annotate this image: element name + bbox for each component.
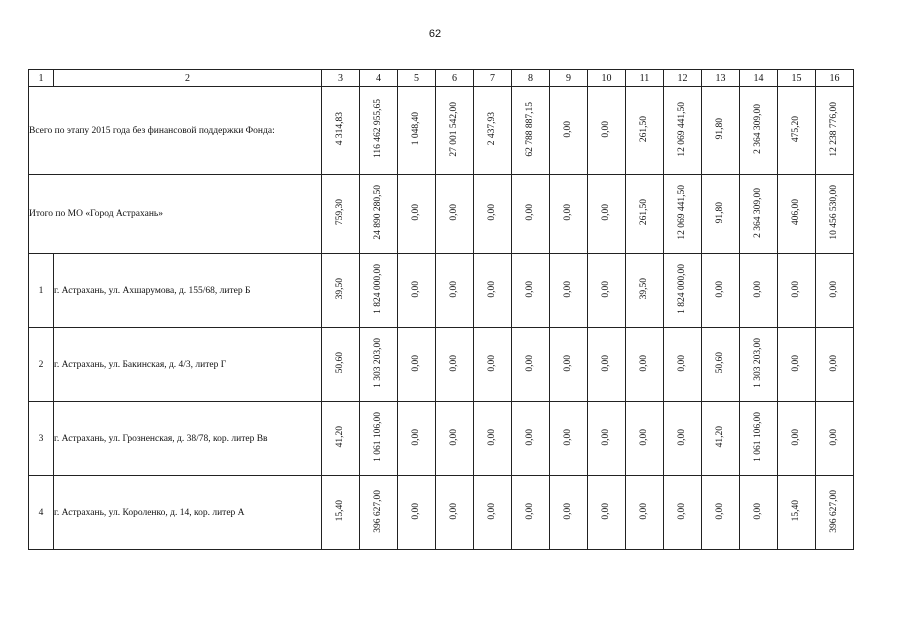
cell-value: 0,00: [600, 354, 611, 372]
column-header: 5: [398, 70, 436, 87]
cell-value: 41,20: [334, 426, 345, 448]
column-header: 3: [322, 70, 360, 87]
column-header: 8: [512, 70, 550, 87]
row-address: г. Астрахань, ул. Грозненская, д. 38/78, кор. литер Вв: [54, 402, 322, 476]
cell-value: 27 001 542,00: [448, 101, 459, 157]
cell-value: 0,00: [524, 428, 535, 446]
row-number: 2: [29, 328, 54, 402]
page-number: 62: [428, 28, 442, 40]
column-number-row: [29, 70, 854, 87]
cell-value: 0,00: [638, 428, 649, 446]
row-number: 4: [29, 476, 54, 550]
cell-value: 0,00: [562, 502, 573, 520]
cell-value: 2 364 309,00: [752, 187, 763, 238]
cell-value: 0,00: [752, 502, 763, 520]
cell-value: 0,00: [600, 280, 611, 298]
cell-value: 261,50: [638, 199, 649, 226]
cell-value: 0,00: [410, 354, 421, 372]
cell-value: 0,00: [600, 120, 611, 138]
row-label: Всего по этапу 2015 года без финансовой поддержки Фонда:: [29, 87, 322, 175]
column-header: 14: [740, 70, 778, 87]
column-header: 9: [550, 70, 588, 87]
cell-value: 0,00: [486, 428, 497, 446]
cell-value: 0,00: [828, 280, 839, 298]
cell-value: 0,00: [752, 280, 763, 298]
cell-value: 1 303 203,00: [752, 338, 763, 388]
column-header: 13: [702, 70, 740, 87]
cell-value: 0,00: [562, 120, 573, 138]
column-header: 2: [54, 70, 322, 87]
cell-value: 0,00: [410, 502, 421, 520]
column-header: 11: [626, 70, 664, 87]
cell-value: 0,00: [676, 502, 687, 520]
summary-row-municipality: [29, 175, 854, 254]
cell-value: 0,00: [448, 204, 459, 221]
column-header: 16: [816, 70, 854, 87]
cell-value: 0,00: [562, 428, 573, 446]
cell-value: 0,00: [486, 280, 497, 298]
cell-value: 1 061 106,00: [372, 412, 383, 462]
cell-value: 0,00: [524, 280, 535, 298]
cell-value: 0,00: [486, 204, 497, 221]
cell-value: 24 890 280,50: [372, 185, 383, 240]
cell-value: 0,00: [714, 502, 725, 520]
cell-value: 261,50: [638, 115, 649, 143]
cell-value: 0,00: [524, 204, 535, 221]
cell-value: 12 238 776,00: [828, 101, 839, 157]
cell-value: 1 824 000,00: [676, 264, 687, 314]
cell-value: 0,00: [828, 428, 839, 446]
column-header: 4: [360, 70, 398, 87]
column-header: 10: [588, 70, 626, 87]
column-header: 7: [474, 70, 512, 87]
cell-value: 0,00: [524, 354, 535, 372]
cell-value: 39,50: [638, 278, 649, 300]
cell-value: 41,20: [714, 426, 725, 448]
cell-value: 0,00: [486, 502, 497, 520]
cell-value: 1 303 203,00: [372, 338, 383, 388]
cell-value: 50,60: [714, 352, 725, 374]
cell-value: 396 627,00: [828, 489, 839, 533]
cell-value: 0,00: [448, 280, 459, 298]
cell-value: 0,00: [562, 280, 573, 298]
row-address: г. Астрахань, ул. Короленко, д. 14, кор. литер А: [54, 476, 322, 550]
table-row: [29, 254, 854, 328]
row-address: г. Астрахань, ул. Ахшарумова, д. 155/68, литер Б: [54, 254, 322, 328]
cell-value: 1 048,40: [410, 112, 421, 146]
cell-value: 91,80: [714, 118, 725, 140]
cell-value: 0,00: [562, 204, 573, 221]
table-row: [29, 402, 854, 476]
summary-row-total-stage: [29, 87, 854, 175]
row-label: Итого по МО «Город Астрахань»: [29, 175, 322, 254]
table-row: [29, 476, 854, 550]
column-header: 6: [436, 70, 474, 87]
column-header: 12: [664, 70, 702, 87]
cell-value: 0,00: [790, 354, 801, 372]
cell-value: 50,60: [334, 352, 345, 374]
cell-value: 0,00: [600, 502, 611, 520]
cell-value: 0,00: [448, 354, 459, 372]
cell-value: 1 061 106,00: [752, 412, 763, 462]
cell-value: 0,00: [600, 204, 611, 221]
cell-value: 0,00: [410, 280, 421, 298]
cell-value: 475,20: [790, 115, 801, 143]
cell-value: 91,80: [714, 201, 725, 224]
cell-value: 0,00: [790, 428, 801, 446]
cell-value: 0,00: [486, 354, 497, 372]
cell-value: 0,00: [676, 354, 687, 372]
cell-value: 62 788 887,15: [524, 101, 535, 157]
cell-value: 12 069 441,50: [676, 101, 687, 157]
cell-value: 0,00: [638, 354, 649, 372]
cell-value: 0,00: [638, 502, 649, 520]
cell-value: 39,50: [334, 278, 345, 300]
cell-value: 0,00: [562, 354, 573, 372]
cell-value: 116 462 955,65: [372, 99, 383, 159]
cell-value: 0,00: [410, 428, 421, 446]
cell-value: 15,40: [790, 500, 801, 522]
row-address: г. Астрахань, ул. Бакинская, д. 4/3, литер Г: [54, 328, 322, 402]
column-header: 15: [778, 70, 816, 87]
cell-value: 0,00: [410, 204, 421, 221]
cell-value: 759,30: [334, 199, 345, 226]
cell-value: 10 456 530,00: [828, 185, 839, 240]
row-number: 1: [29, 254, 54, 328]
data-table: [28, 69, 854, 550]
cell-value: 1 824 000,00: [372, 264, 383, 314]
column-header: 1: [29, 70, 54, 87]
cell-value: 12 069 441,50: [676, 185, 687, 240]
cell-value: 0,00: [676, 428, 687, 446]
cell-value: 0,00: [600, 428, 611, 446]
table-row: [29, 328, 854, 402]
cell-value: 2 437,93: [486, 112, 497, 146]
cell-value: 2 364 309,00: [752, 104, 763, 154]
cell-value: 0,00: [448, 502, 459, 520]
cell-value: 406,00: [790, 199, 801, 226]
cell-value: 0,00: [524, 502, 535, 520]
cell-value: 4 314,83: [334, 112, 345, 146]
cell-value: 0,00: [714, 280, 725, 298]
cell-value: 396 627,00: [372, 489, 383, 533]
cell-value: 0,00: [790, 280, 801, 298]
row-number: 3: [29, 402, 54, 476]
cell-value: 0,00: [448, 428, 459, 446]
cell-value: 15,40: [334, 500, 345, 522]
cell-value: 0,00: [828, 354, 839, 372]
